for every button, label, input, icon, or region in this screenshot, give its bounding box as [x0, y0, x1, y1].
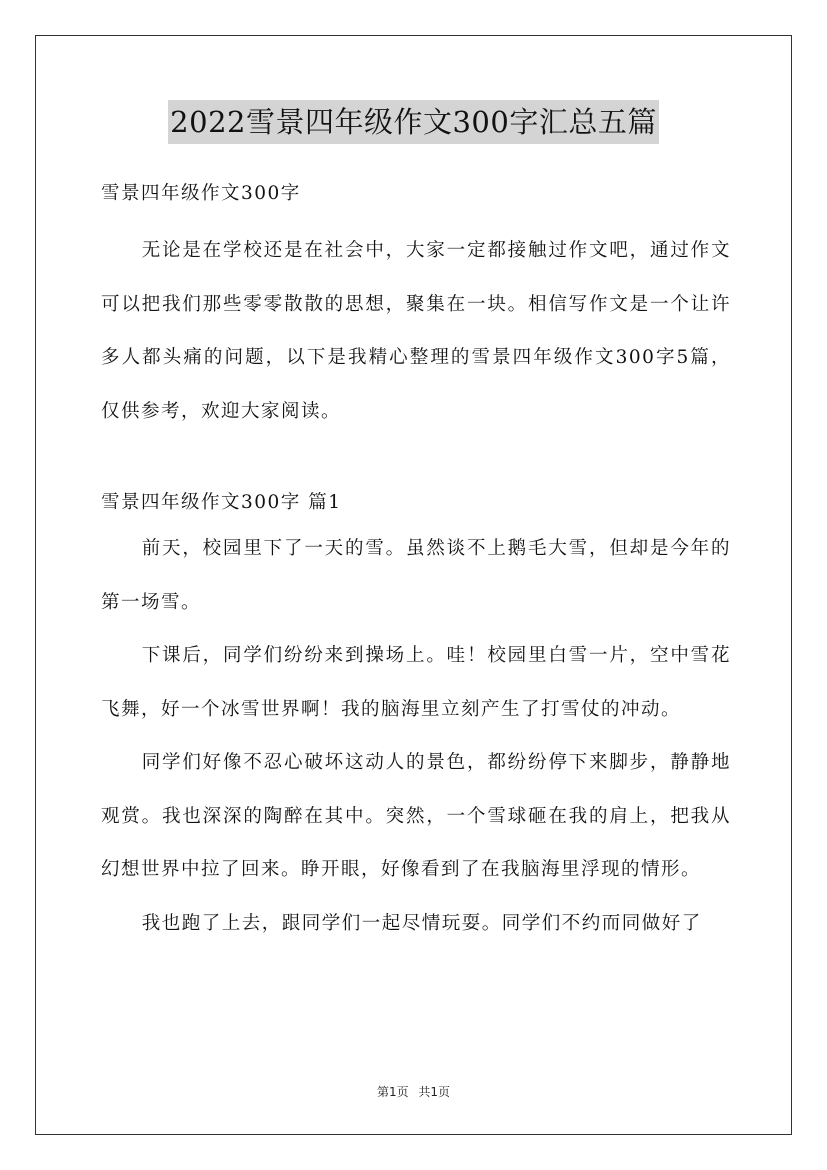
section1-paragraph-2: 下课后，同学们纷纷来到操场上。哇！校园里白雪一片，空中雪花飞舞，好一个冰雪世界啊！我的脑海里立刻产生了打雪仗的冲动。	[101, 645, 731, 720]
document-title: 2022雪景四年级作文300字汇总五篇	[168, 100, 659, 144]
title-container	[0, 100, 827, 144]
section1-paragraph-4: 我也跑了上去，跟同学们一起尽情玩耍。同学们不约而同做好了	[141, 912, 702, 934]
page-number-current: 第1页	[376, 1085, 409, 1099]
section-spacer	[101, 438, 731, 484]
page-footer	[0, 1083, 827, 1100]
intro-heading: 雪景四年级作文300字	[101, 183, 301, 204]
page-number-total: 共1页	[418, 1085, 451, 1099]
section1-paragraph-1: 前天，校园里下了一天的雪。虽然谈不上鹅毛大雪，但却是今年的第一场雪。	[101, 538, 731, 613]
intro-paragraph: 无论是在学校还是在社会中，大家一定都接触过作文吧，通过作文可以把我们那些零零散散的思想，聚集在一块。相信写作文是一个让许多人都头痛的问题，以下是我精心整理的雪景四年级作文300字5篇，仅供参考，欢迎大家阅读。	[101, 240, 731, 422]
section1-heading: 雪景四年级作文300字 篇1	[101, 492, 342, 513]
section1-paragraph-3: 同学们好像不忍心破坏这动人的景色，都纷纷停下来脚步，静静地观赏。我也深深的陶醉在其中。突然，一个雪球砸在我的肩上，把我从幻想世界中拉了回来。睁开眼，好像看到了在我脑海里浮现的情形。	[101, 752, 731, 880]
document-body	[101, 174, 731, 950]
